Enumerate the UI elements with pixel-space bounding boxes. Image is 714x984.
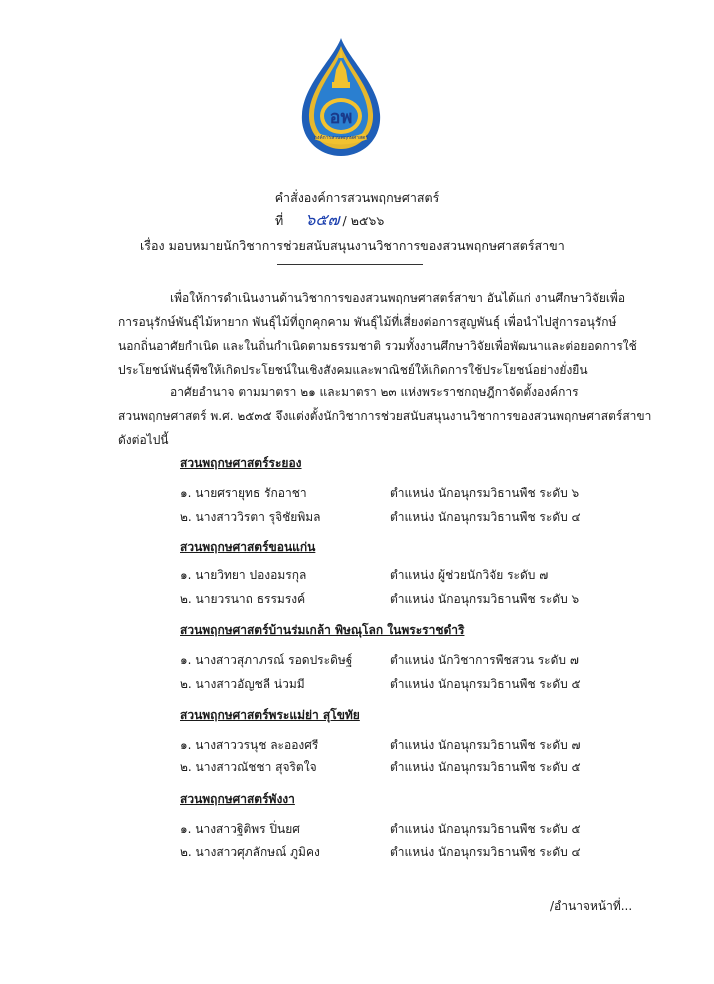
section-title: สวนพฤกษศาสตร์ระยอง [180, 456, 302, 470]
para2-line: สวนพฤกษศาสตร์ พ.ศ. ๒๕๓๕ จึงแต่งตั้งนักวิชาการช่วยสนับสนุนงานวิชาการของสวนพฤกษศาสตร์สาขา [118, 409, 652, 423]
number-year: / ๒๕๖๖ [342, 213, 385, 228]
svg-text:อพ: อพ [329, 107, 353, 128]
person-position: ตำแหน่ง นักอนุกรมวิธานพืช ระดับ ๖ [390, 486, 580, 500]
para2-line: ดังต่อไปนี้ [118, 433, 169, 447]
handwritten-number: ๖๕๗ [305, 210, 340, 229]
para1-line: นอกถิ่นอาศัยกำเนิด และในถิ่นกำเนิดตามธรรมชาติ รวมทั้งงานศึกษาวิจัยเพื่อพัฒนาและต่อยอดการใช้ [118, 339, 637, 353]
person-name: ๑. นางสาววรนุช ละอองศรี [180, 738, 319, 752]
person-name: ๒. นางสาววิรตา รุจิชัยพิมล [180, 510, 321, 524]
person-name: ๑. นายวิทยา ปองอมรกุล [180, 568, 307, 582]
divider [277, 264, 423, 265]
section-title: สวนพฤกษศาสตร์พระแม่ย่า สุโขทัย [180, 708, 360, 722]
person-position: ตำแหน่ง นักอนุกรมวิธานพืช ระดับ ๕ [390, 822, 581, 836]
person-name: ๑. นายศรายุทธ รักอาชา [180, 486, 307, 500]
person-name: ๑. นางสาวฐิติพร ปิ่นยศ [180, 822, 300, 836]
person-position: ตำแหน่ง นักอนุกรมวิธานพืช ระดับ ๖ [390, 592, 580, 606]
person-position: ตำแหน่ง นักวิชาการพืชสวน ระดับ ๗ [390, 653, 579, 667]
person-position: ตำแหน่ง นักอนุกรมวิธานพืช ระดับ ๕ [390, 677, 581, 691]
emblem-caption: องค์การสวนพฤกษศาสตร์ [313, 135, 369, 141]
person-position: ตำแหน่ง นักอนุกรมวิธานพืช ระดับ ๗ [390, 738, 581, 752]
para1-line: ประโยชน์พันธุ์พืชให้เกิดประโยชน์ในเชิงสังคมและพาณิชย์ให้เกิดการใช้ประโยชน์อย่างยั่งยืน [118, 363, 588, 377]
section-title: สวนพฤกษศาสตร์บ้านร่มเกล้า พิษณุโลก ในพระราชดำริ [180, 623, 465, 637]
order-subject: เรื่อง มอบหมายนักวิชาการช่วยสนับสนุนงานวิชาการของสวนพฤกษศาสตร์สาขา [140, 238, 565, 253]
person-name: ๒. นางสาวศุภลักษณ์ ภูมิคง [180, 845, 320, 859]
order-title: คำสั่งองค์การสวนพฤกษศาสตร์ [274, 190, 440, 205]
person-name: ๒. นายวรนาถ ธรรมรงค์ [180, 592, 306, 606]
person-name: ๑. นางสาวสุภาภรณ์ รอดประดิษฐ์ [180, 653, 353, 667]
person-name: ๒. นางสาวอัญชลี น่วมมี [180, 677, 305, 691]
person-name: ๒. นางสาวณัชชา สุจริตใจ [180, 760, 317, 774]
organization-emblem [296, 36, 386, 158]
section-title: สวนพฤกษศาสตร์พังงา [180, 792, 295, 806]
person-position: ตำแหน่ง ผู้ช่วยนักวิจัย ระดับ ๗ [390, 568, 549, 582]
order-number [275, 208, 384, 233]
section-title: สวนพฤกษศาสตร์ขอนแก่น [180, 540, 316, 554]
para2-line: อาศัยอำนาจ ตามมาตรา ๒๑ และมาตรา ๒๓ แห่งพระราชกฤษฎีกาจัดตั้งองค์การ [170, 385, 579, 399]
person-position: ตำแหน่ง นักอนุกรมวิธานพืช ระดับ ๕ [390, 760, 581, 774]
person-position: ตำแหน่ง นักอนุกรมวิธานพืช ระดับ ๔ [390, 845, 581, 859]
para1-line: เพื่อให้การดำเนินงานด้านวิชาการของสวนพฤกษศาสตร์สาขา อันได้แก่ งานศึกษาวิจัยเพื่อ [170, 291, 626, 305]
number-prefix: ที่ [275, 213, 284, 228]
continuation-note: /อำนาจหน้าที่... [550, 899, 633, 913]
person-position: ตำแหน่ง นักอนุกรมวิธานพืช ระดับ ๔ [390, 510, 581, 524]
para1-line: การอนุรักษ์พันธุ์ไม้หายาก พันธุ์ไม้ที่ถูกคุกคาม พันธุ์ไม้ที่เสี่ยงต่อการสูญพันธุ์ เพื่อนำไปสู่การอนุรักษ์ [118, 315, 617, 329]
